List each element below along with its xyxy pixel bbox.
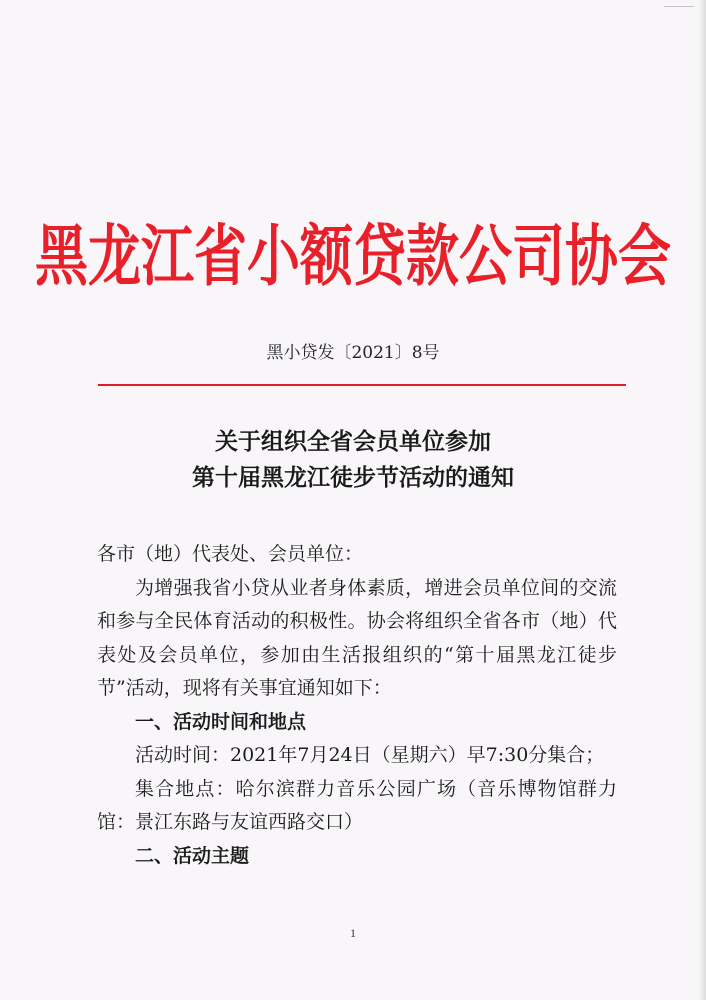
organization-header: 黑龙江省小额贷款公司协会: [35, 217, 671, 295]
section-2-heading: 二、活动主题: [135, 844, 250, 867]
activity-time: 活动时间：2021年7月24日（星期六）早7:30分集合；: [135, 744, 605, 766]
title-line-2: 第十届黑龙江徒步节活动的通知: [192, 465, 514, 491]
document-body: [97, 538, 617, 873]
scan-mark: [664, 6, 694, 13]
document-number: 黑小贷发〔2021〕8号: [266, 343, 440, 363]
document-title: [0, 424, 706, 496]
section-1-heading: 一、活动时间和地点: [135, 710, 307, 733]
intro-paragraph: 为增强我省小贷从业者身体素质，增进会员单位间的交流和参与全民体育活动的积极性。协会将组织全省各市（地）代表处及会员单位，参加由生活报组织的“第十届黑龙江徒步节”活动，现将有关事宜通知如下：: [97, 576, 617, 699]
page-number: 1: [350, 926, 356, 940]
scan-edge: [698, 0, 706, 1000]
red-divider-line: [98, 384, 626, 386]
salutation: 各市（地）代表处、会员单位：: [97, 543, 364, 565]
assembly-place: 集合地点：哈尔滨群力音乐公园广场（音乐博物馆群力馆：景江东路与友谊西路交口）: [97, 777, 617, 833]
title-line-1: 关于组织全省会员单位参加: [215, 429, 491, 455]
